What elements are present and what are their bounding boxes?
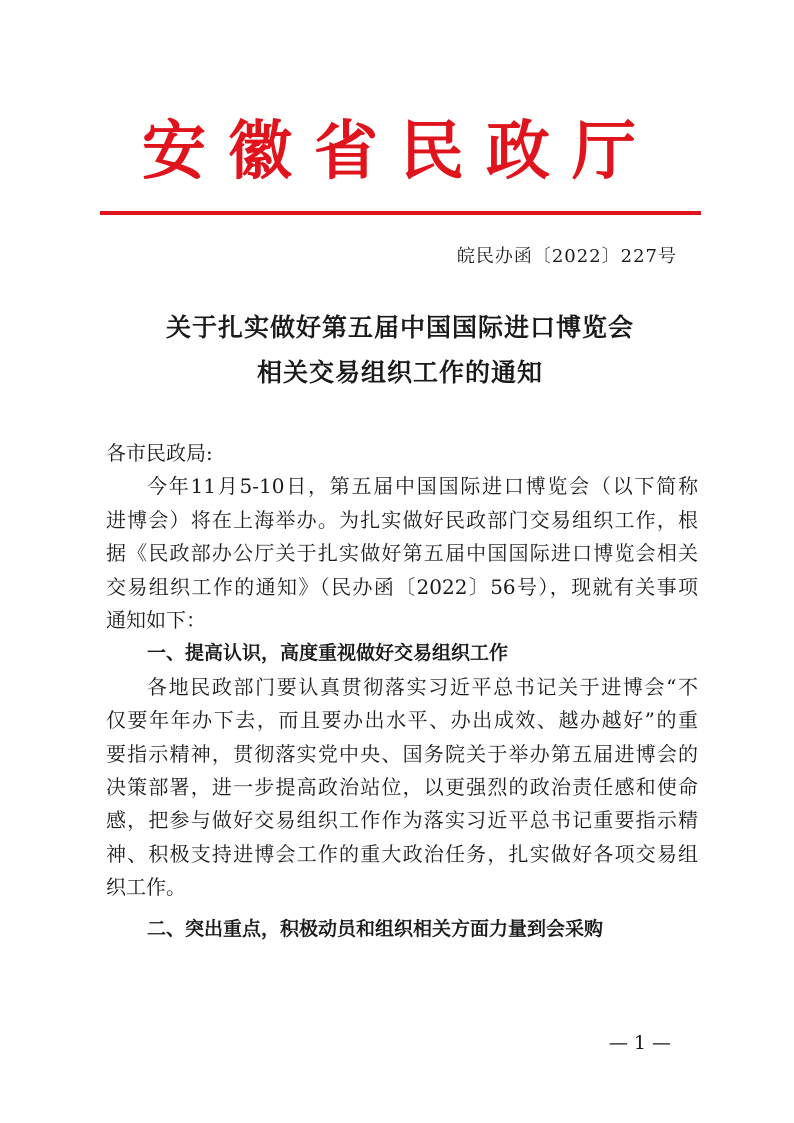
paragraph-line: 织工作。	[106, 875, 186, 900]
page-number: — 1 —	[608, 1032, 671, 1054]
paragraph-line: 要指示精神，贯彻落实党中央、国务院关于举办第五届进博会的	[106, 741, 698, 766]
paragraph-line: 感，把参与做好交易组织工作作为落实习近平总书记重要指示精	[106, 808, 698, 833]
issuer-masthead: 安徽省民政厅	[142, 114, 658, 189]
paragraph-line: 神、积极支持进博会工作的重大政治任务，扎实做好各项交易组	[106, 841, 698, 866]
red-divider-line	[100, 211, 701, 215]
paragraph-line: 仅要年年办下去，而且要办出水平、办出成效、越办越好”的重	[106, 708, 698, 733]
document-title-line-1: 关于扎实做好第五届中国国际进口博览会	[165, 313, 634, 342]
salutation: 各市民政局:	[106, 441, 213, 465]
document-number: 皖民办函〔2022〕227号	[456, 246, 677, 267]
document-title-line-2: 相关交易组织工作的通知	[256, 358, 543, 387]
paragraph-line: 决策部署，进一步提高政治站位，以更强烈的政治责任感和使命	[106, 774, 698, 799]
paragraph-line: 通知如下：	[106, 607, 206, 632]
section-heading-1: 一、提高认识，高度重视做好交易组织工作	[147, 642, 509, 665]
paragraph-line: 据《民政部办公厅关于扎实做好第五届中国国际进口博览会相关	[106, 541, 698, 566]
paragraph-line: 交易组织工作的通知》（民办函〔2022〕56号），现就有关事项	[106, 574, 698, 599]
paragraph-line: 进博会）将在上海举办。为扎实做好民政部门交易组织工作，根	[106, 507, 698, 532]
section-heading-2: 二、突出重点，积极动员和组织相关方面力量到会采购	[147, 918, 604, 941]
paragraph-section-1	[106, 671, 698, 905]
document-body	[106, 437, 698, 947]
paragraph-intro	[106, 470, 698, 637]
paragraph-line: 今年11月5-10日，第五届中国国际进口博览会（以下简称	[147, 474, 698, 499]
paragraph-line: 各地民政部门要认真贯彻落实习近平总书记关于进博会“不	[147, 674, 698, 699]
